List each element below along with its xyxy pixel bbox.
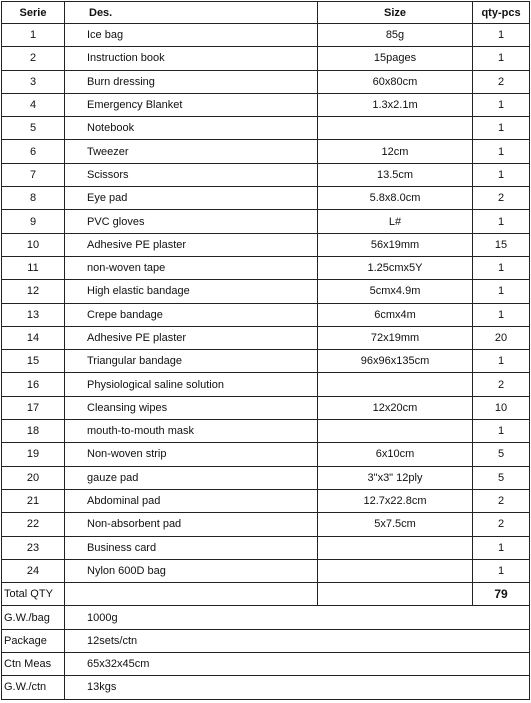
serie-cell: 12: [2, 280, 65, 303]
serie-cell: 19: [2, 443, 65, 466]
serie-cell: 23: [2, 536, 65, 559]
serie-cell: 4: [2, 93, 65, 116]
size-cell: 5x7.5cm: [318, 513, 473, 536]
qty-cell: 1: [473, 256, 530, 279]
description-cell: Non-woven strip: [65, 443, 318, 466]
size-cell: 13.5cm: [318, 163, 473, 186]
serie-cell: 16: [2, 373, 65, 396]
table-row: [2, 513, 530, 536]
qty-cell: 5: [473, 443, 530, 466]
qty-cell: 1: [473, 303, 530, 326]
header-des-label: Des.: [89, 6, 113, 19]
table-row: [2, 303, 530, 326]
size-cell: 1.3x2.1m: [318, 93, 473, 116]
footer-value: 13kgs: [65, 676, 530, 699]
serie-cell: 11: [2, 256, 65, 279]
description-cell: Emergency Blanket: [65, 93, 318, 116]
qty-cell: 2: [473, 187, 530, 210]
size-cell: 96x96x135cm: [318, 350, 473, 373]
qty-cell: 1: [473, 47, 530, 70]
table-row: [2, 47, 530, 70]
size-cell: 85g: [318, 24, 473, 47]
table-row: [2, 466, 530, 489]
serie-cell: 18: [2, 420, 65, 443]
table-row: [2, 396, 530, 419]
footer-row: [2, 606, 530, 629]
header-size: Size: [318, 2, 473, 24]
serie-cell: 21: [2, 489, 65, 512]
footer-row: [2, 653, 530, 676]
size-cell: 6cmx4m: [318, 303, 473, 326]
qty-cell: 1: [473, 140, 530, 163]
footer-value: 65x32x45cm: [65, 653, 530, 676]
total-des-empty: [65, 583, 318, 606]
description-cell: Scissors: [65, 163, 318, 186]
serie-cell: 9: [2, 210, 65, 233]
footer-label: Package: [2, 629, 65, 652]
qty-cell: 10: [473, 396, 530, 419]
table-row: [2, 536, 530, 559]
qty-cell: 1: [473, 559, 530, 582]
footer-label: G.W./bag: [2, 606, 65, 629]
qty-cell: 2: [473, 70, 530, 93]
size-cell: [318, 559, 473, 582]
description-cell: gauze pad: [65, 466, 318, 489]
size-cell: 5.8x8.0cm: [318, 187, 473, 210]
qty-cell: 1: [473, 163, 530, 186]
table-row: [2, 326, 530, 349]
table-row: [2, 350, 530, 373]
table-row: [2, 117, 530, 140]
serie-cell: 2: [2, 47, 65, 70]
qty-cell: 1: [473, 210, 530, 233]
qty-cell: 5: [473, 466, 530, 489]
qty-cell: 2: [473, 489, 530, 512]
serie-cell: 14: [2, 326, 65, 349]
size-cell: 3"x3" 12ply: [318, 466, 473, 489]
size-cell: 15pages: [318, 47, 473, 70]
size-cell: 12x20cm: [318, 396, 473, 419]
serie-cell: 22: [2, 513, 65, 536]
qty-cell: 1: [473, 24, 530, 47]
size-cell: 56x19mm: [318, 233, 473, 256]
serie-cell: 8: [2, 187, 65, 210]
qty-cell: 15: [473, 233, 530, 256]
footer-row: [2, 629, 530, 652]
table-row: [2, 140, 530, 163]
footer-value: 12sets/ctn: [65, 629, 530, 652]
table-row: [2, 489, 530, 512]
size-cell: 72x19mm: [318, 326, 473, 349]
qty-cell: 2: [473, 513, 530, 536]
description-cell: Burn dressing: [65, 70, 318, 93]
footer-label: G.W./ctn: [2, 676, 65, 699]
size-cell: [318, 420, 473, 443]
total-size-empty: [318, 583, 473, 606]
packing-list-table: [1, 1, 530, 700]
footer-row: [2, 676, 530, 699]
table-row: [2, 559, 530, 582]
table-row: [2, 210, 530, 233]
description-cell: PVC gloves: [65, 210, 318, 233]
size-cell: 1.25cmx5Y: [318, 256, 473, 279]
header-qty: qty-pcs: [473, 2, 530, 24]
description-cell: Adhesive PE plaster: [65, 326, 318, 349]
table-row: [2, 256, 530, 279]
serie-cell: 20: [2, 466, 65, 489]
size-cell: [318, 536, 473, 559]
serie-cell: 1: [2, 24, 65, 47]
serie-cell: 10: [2, 233, 65, 256]
qty-cell: 1: [473, 350, 530, 373]
description-cell: Nylon 600D bag: [65, 559, 318, 582]
footer-value: 1000g: [65, 606, 530, 629]
serie-cell: 3: [2, 70, 65, 93]
total-value: 79: [473, 583, 530, 606]
description-cell: Non-absorbent pad: [65, 513, 318, 536]
description-cell: Crepe bandage: [65, 303, 318, 326]
size-cell: 5cmx4.9m: [318, 280, 473, 303]
description-cell: Abdominal pad: [65, 489, 318, 512]
serie-cell: 6: [2, 140, 65, 163]
size-cell: [318, 117, 473, 140]
header-serie: Serie: [2, 2, 65, 24]
qty-cell: 1: [473, 117, 530, 140]
description-cell: Cleansing wipes: [65, 396, 318, 419]
description-cell: Tweezer: [65, 140, 318, 163]
description-cell: Instruction book: [65, 47, 318, 70]
description-cell: Notebook: [65, 117, 318, 140]
serie-cell: 24: [2, 559, 65, 582]
description-cell: Business card: [65, 536, 318, 559]
size-cell: L#: [318, 210, 473, 233]
table-row: [2, 187, 530, 210]
description-cell: Ice bag: [65, 24, 318, 47]
qty-cell: 2: [473, 373, 530, 396]
table-row: [2, 443, 530, 466]
serie-cell: 15: [2, 350, 65, 373]
header-des: [65, 2, 318, 24]
serie-cell: 7: [2, 163, 65, 186]
table-row: [2, 24, 530, 47]
table-row: [2, 70, 530, 93]
table-row: [2, 373, 530, 396]
serie-cell: 5: [2, 117, 65, 140]
qty-cell: 1: [473, 93, 530, 116]
header-row: [2, 2, 530, 24]
size-cell: [318, 373, 473, 396]
serie-cell: 13: [2, 303, 65, 326]
size-cell: 6x10cm: [318, 443, 473, 466]
qty-cell: 1: [473, 280, 530, 303]
table-row: [2, 163, 530, 186]
qty-cell: 1: [473, 420, 530, 443]
table-row: [2, 233, 530, 256]
serie-cell: 17: [2, 396, 65, 419]
footer-label: Ctn Meas: [2, 653, 65, 676]
description-cell: non-woven tape: [65, 256, 318, 279]
item-rows: [2, 24, 530, 583]
description-cell: Adhesive PE plaster: [65, 233, 318, 256]
description-cell: Physiological saline solution: [65, 373, 318, 396]
description-cell: Triangular bandage: [65, 350, 318, 373]
size-cell: 12.7x22.8cm: [318, 489, 473, 512]
footer-rows: [2, 606, 530, 699]
description-cell: Eye pad: [65, 187, 318, 210]
size-cell: 60x80cm: [318, 70, 473, 93]
size-cell: 12cm: [318, 140, 473, 163]
description-cell: High elastic bandage: [65, 280, 318, 303]
total-row: [2, 583, 530, 606]
table-row: [2, 280, 530, 303]
qty-cell: 1: [473, 536, 530, 559]
table-row: [2, 93, 530, 116]
description-cell: mouth-to-mouth mask: [65, 420, 318, 443]
qty-cell: 20: [473, 326, 530, 349]
total-label: Total QTY: [2, 583, 65, 606]
table-row: [2, 420, 530, 443]
